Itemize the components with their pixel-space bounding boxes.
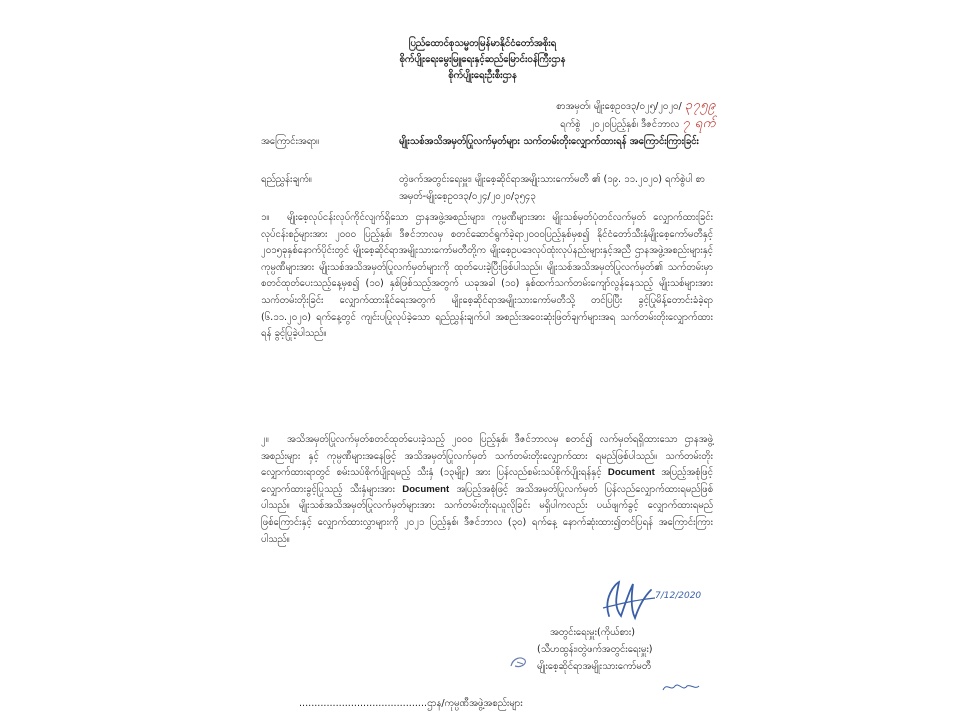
addressee-text: ဌာန/ကုမ္ပဏီအဖွဲ့အစည်းများ — [427, 698, 523, 709]
government-header: ပြည်ထောင်စုသမ္မတမြန်မာနိုင်ငံတော်အစိုးရ — [408, 38, 557, 49]
letter-date — [560, 116, 716, 134]
ministry-header: စိုက်ပျိုးရေးမွေးမြူရေးနှင့်ဆည်မြောင်းဝန်ကြီးဌာန — [399, 54, 566, 65]
reference-code: မျိုးစေ့ဥ၀ဒ၃/၀၂၅/၂၀၂၀/ — [593, 101, 682, 112]
handwritten-date-day: ၇ ရက် — [682, 116, 716, 131]
letter-page — [245, 28, 720, 720]
handwritten-signature-date: 7/12/2020 — [655, 591, 702, 601]
subject-label: အကြောင်းအရာ။ — [261, 136, 320, 147]
signatory-name: (သီဟထွန်း၊တွဲဖက်အတွင်းရေးမှူး) — [537, 644, 653, 655]
paragraph-2 — [261, 432, 713, 548]
paragraph-1 — [261, 210, 713, 343]
date-label: ရက်စွဲ — [560, 119, 581, 130]
paragraph-1-number: ၁။ — [261, 212, 270, 223]
paragraph-2-text-c: အပြည့်အစုံဖြင့် အသိအမှတ်ပြုလက်မှတ် ပြန်လည်လျှောက်ထားရမည်ဖြစ်ပါသည်။ မျိုးသစ်အသိအမှတ်ပြုလက်မှတ်များအား သက်တမ်းတိုးရယူလိုခြင်း မရှိပါကလည်း ပယ်ဖျက်ခွင့် လျှောက်ထားရမည်ဖြစ်ကြောင်းနှင့် လျှောက်ထားလွှာများကို ၂၀၂၁ ပြည့်နှစ်၊ ဒီဇင်ဘာလ (၃၀) ရက်နေ့ နောက်ဆုံးထား၍တင်ပြရန် အကြောင်းကြားပါသည်။ — [261, 483, 713, 545]
handwritten-initials — [661, 680, 701, 694]
subject-text: မျိုးသစ်အသိအမှတ်ပြုလက်မှတ်များ သက်တမ်းတိုးလျှောက်ထားရန် အကြောင်းကြားခြင်း — [399, 136, 699, 147]
reference-to-label: ရည်ညွှန်းချက်။ — [261, 174, 312, 185]
paragraph-1-text: မျိုးစေ့လုပ်ငန်းလုပ်ကိုင်လျက်ရှိသော ဌာနအဖွဲ့အစည်းများ၊ ကုမ္ပဏီများအား မျိုးသစ်မှတ်ပုံတင်လက်မှတ် လျှောက်ထားခြင်းလုပ်ငန်းစဉ်များအား ၂၀၀၀ ပြည့်နှစ်၊ ဒီဇင်ဘာလမှ စတင်ဆောင်ရွက်ခဲ့ရာ၂၀၀၀ပြည့်နှစ်မှစ၍ နိုင်ငံတော်သီးနှံမျိုးစေ့ကော်မတီနှင့် ၂၀၁၅ခုနှစ်နောက်ပိုင်းတွင် မျိုးစေ့ဆိုင်ရာအမျိုးသားကော်မတီတို့က မျိုးစေ့ဥပဒေလုပ်ထုံးလုပ်နည်းများနှင့်အညီ ဌာနအဖွဲ့အစည်းများနှင့် ကုမ္ပဏီများအား မျိုးသစ်အသိအမှတ်ပြုလက်မှတ်များကို ထုတ်ပေးခဲ့ပြီးဖြစ်ပါသည်။ မျိုးသစ်အသိအမှတ်ပြုလက်မှတ်၏ သက်တမ်းမှာ စတင်ထုတ်ပေးသည့်နေ့မှစ၍ (၁၀) နှစ်ဖြစ်သည့်အတွက် ယခုအခါ (၁၀) နှစ်ထက်သက်တမ်းကျော်လွန်နေသည့် မျိုးသစ်များအား သက်တမ်းတိုးခြင်း လျှောက်ထားနိုင်ရေးအတွက် မျိုးစေ့ဆိုင်ရာအမျိုးသားကော်မတီသို့ တင်ပြပြီး ခွင့်ပြုမိန့်တောင်းခံခဲ့ရာ (၆.၁၁.၂၀၂၀) ရက်နေ့တွင် ကျင်းပပြုလုပ်ခဲ့သော ရည်ညွှန်းချက်ပါ အစည်းအဝေးဆုံးဖြတ်ချက်များအရ သက်တမ်းတိုးလျှောက်ထားရန် ခွင့်ပြုခဲ့ပါသည်။ — [261, 212, 713, 340]
handwritten-reference-number: ၃၇၅၉ — [684, 98, 716, 113]
paragraph-2-text-b: အပြည့်အစုံဖြင့် လျှောက်ထားခွင့်ပြုသည့် သီးနှံများအား — [261, 467, 713, 495]
small-stamp-mark — [507, 652, 531, 672]
signatory-organization: မျိုးစေ့ဆိုင်ရာအမျိုးသားကော်မတီ — [537, 661, 652, 672]
department-header: စိုက်ပျိုးရေးဦးစီးဌာန — [448, 70, 517, 81]
paragraph-2-number: ၂။ — [261, 434, 269, 445]
document-word-2: Document — [402, 483, 450, 495]
reference-number — [556, 98, 716, 116]
reference-label: စာအမှတ်၊ — [556, 101, 591, 112]
reference-to-text: တွဲဖက်အတွင်းရေးမှူး၊ မျိုးစေ့ဆိုင်ရာအမျိုးသားကော်မတီ ၏ (၁၉. ၁၁.၂၀၂၀) ရက်စွဲပါ စာအမှတ်-မျိုးစေ့ဥ၀ဒ၃/၀၂၄/၂၀၂၀/၃၅၄၃ — [399, 174, 705, 202]
addressee-dots: .......................................... — [299, 698, 428, 709]
document-word-1: Document — [607, 467, 655, 479]
addressee-line — [299, 696, 523, 713]
paragraph-2-text-a: အသိအမှတ်ပြုလက်မှတ်စတင်ထုတ်ပေးခဲ့သည့် ၂၀၀၀ ပြည့်နှစ်၊ ဒီဇင်ဘာလမှ စတင်၍ လက်မှတ်ရရှိထားသော ဌာနအဖွဲ့အစည်းများ နှင့် ကုမ္ပဏီများအနေဖြင့် အသိအမှတ်ပြုလက်မှတ် သက်တမ်းတိုးလျှောက်ထား ရမည်ဖြစ်ပါသည်။ သက်တမ်းတိုးလျှောက်ထားရာတွင် စမ်းသပ်စိုက်ပျိုးရမည့် သီးနှံ (၁၃မျိုး) အား ပြန်လည်စမ်းသပ်စိုက်ပျိုးရန်နှင့် — [261, 434, 713, 479]
handwritten-signature — [595, 576, 715, 626]
signatory-title: အတွင်းရေးမှူး(ကိုယ်စား) — [550, 627, 635, 638]
date-value: ၂၀၂၀ပြည့်နှစ်၊ ဒီဇင်ဘာလ — [589, 119, 680, 130]
